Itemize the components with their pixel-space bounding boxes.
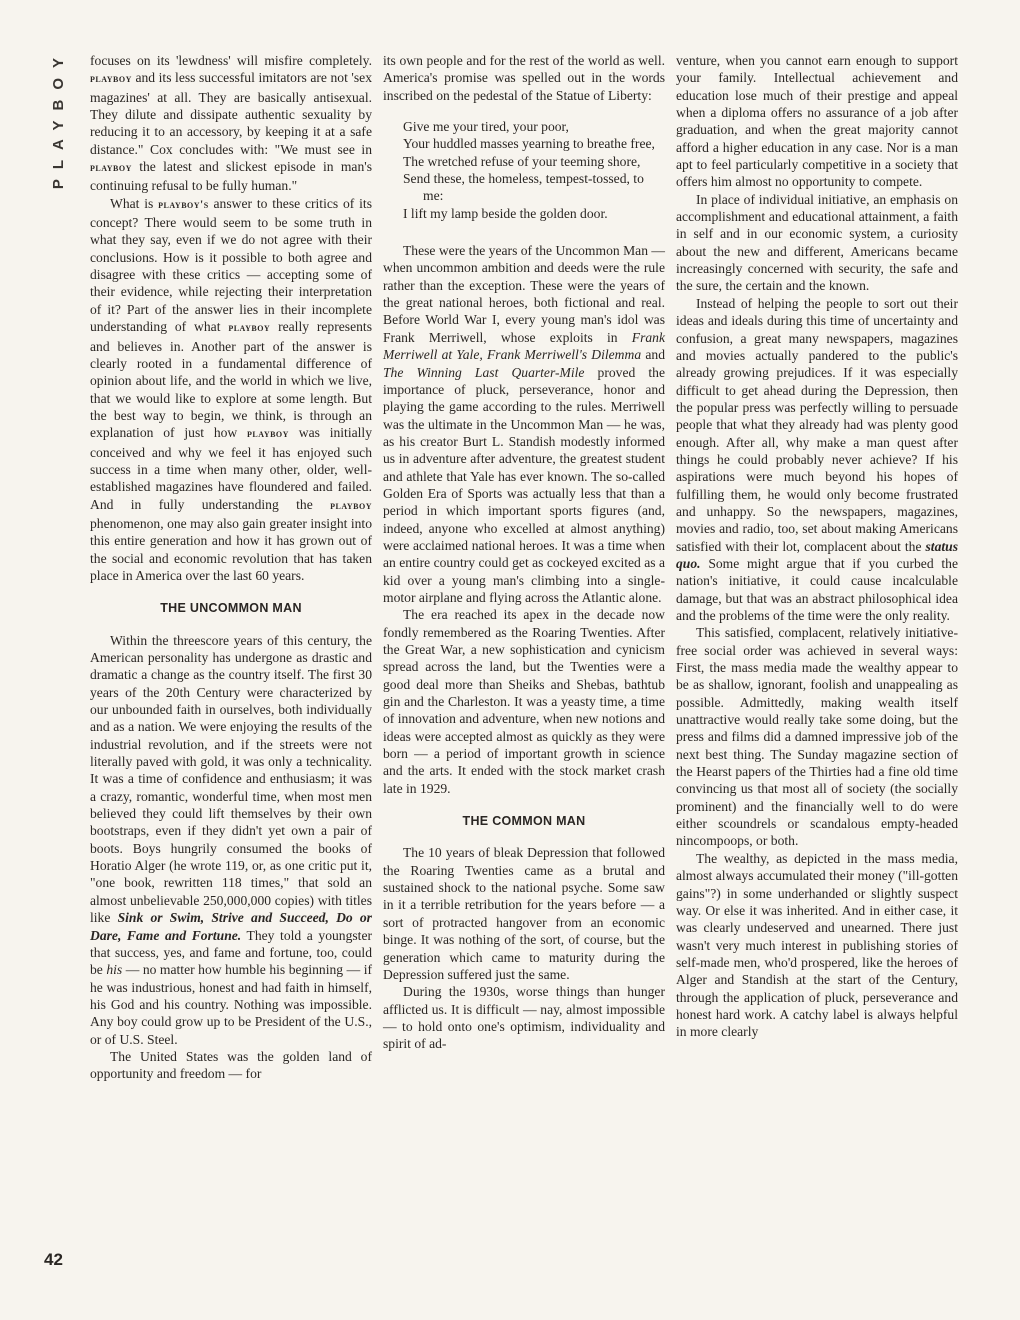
paragraph: its own people and for the rest of the world as well. America's promise was spelled out in the words inscribed on the pedestal of the Statue of Liberty:: [383, 53, 665, 103]
paragraph: venture, when you cannot earn enough to support your family. Intellectual achievement and education lose much of their prestige and appeal when a diploma offers no assurance of a job after graduation, and when the great majority cannot afford a higher education in any case. Nor is a man apt to feel particularly competitive in a society that offers him almost no opportunity to compete.: [676, 53, 958, 190]
paragraph: This satisfied, complacent, relatively initiative-free social order was achieved in several ways: First, the mass media made the wealthy appear to be as shallow, ignorant, foolish and unappealing as possible. Admittedly, making wealth itself unattractive would really take some doing, but the press and films did a damned impressive job of the next best thing. The Sunday magazine section of the Hearst papers of the Thirties had a fine old time convincing us that most all of society (the socially prominent) and the financially well to do were either scoundrels or scandalous empty-headed nincompoops, or both.: [676, 625, 958, 849]
paragraph: During the 1930s, worse things than hunger afflicted us. It is difficult — nay, almost impossible — to hold onto one's optimism, individuality and spirit of ad-: [383, 984, 665, 1052]
paragraph: Within the threescore years of this century, the American personality has undergone as drastic and dramatic a change as the country itself. The first 30 years of the 20th Century were characterized by our unbounded faith in ourselves, both individually and as a nation. We were enjoying the results of the industrial revolution, and if the streets were not literally paved with gold, it was only a technicality. It was a time of confidence and enthusiasm; it was a crazy, romantic, wonderful time, when most men believed they could lift themselves by their own bootstraps, even if they didn't yet own a pair of boots. Boys hungrily consumed the books of Horatio Alger (he wrote 119, or, as one critic put it, "one book, rewritten 118 times," that sold an almost unbelievable 250,000,000 copies) with titles like Sink or Swim, Strive and Succeed, Do or Dare, Fame and Fortune. They told a youngster that success, yes, and fame and fortune, too, could be his — no matter how humble his beginning — if he was industrious, honest and had faith in himself, his God and his country. Nothing was impossible. Any boy could grow up to be President of the U.S., or of U.S. Steel.: [90, 632, 373, 1047]
paragraph: Instead of helping the people to sort out their ideas and ideals during this time of uncertainty and confusion, a great many newspapers, magazines and movies actually pandered to the public's already growing prejudices. If it was especially difficult to get ahead during the Depression, then the popular press was perfectly willing to persuade people that what they already had was plenty good enough. After all, why make a man quest after things he could probably never achieve? If his aspirations were much beyond his hopes of fulfilling them, he would only become frustrated and unhappy. So the newspapers, magazines, movies and radio, too, set about making Americans satisfied with their lot, complacent about the status quo. Some might argue that if you curbed the nation's initiative, it could cause incalculable damage, but that was an abstract philosophical idea and the problems of the time were the only reality.: [676, 295, 958, 623]
poem-line: Your huddled masses yearning to breathe free,: [403, 136, 655, 152]
section-heading: THE UNCOMMON MAN: [160, 601, 302, 616]
column-1: [90, 52, 372, 1083]
paragraph: In place of individual initiative, an emphasis on accomplishment and educational attainment, a faith in self and in our economic system, a curiosity about the new and different, Americans became increasingly concerned with security, the safe and the sure, the certain and the known.: [676, 191, 958, 294]
poem-quote: [403, 118, 665, 222]
paragraph: The United States was the golden land of opportunity and freedom — for: [90, 1048, 372, 1082]
paragraph: These were the years of the Uncommon Man — when uncommon ambition and deeds were the rule rather than the exception. These were the years of the great national heroes, both fictional and real. Before World War I, every young man's idol was Frank Merriwell, whose exploits in Frank Merriwell at Yale, Frank Merriwell's Dilemma and The Winning Last Quarter-Mile proved the importance of pluck, perseverance, honor and playing the game according to the rules. Merriwell was the ultimate in the Uncommon Man — he was, as his creator Burt L. Standish modestly informed us in adventure after adventure, the greatest student and athlete that Yale has ever known. The so-called Golden Era of Sports was actually less that than a period in which important sports figures (and, indeed, anyone who excelled at almost anything) were acclaimed national heroes. It was a time when an entire country could get as cockeyed excited as a kid over a young man's climbing into a single-motor airplane and flying across the Atlantic alone.: [383, 243, 665, 605]
section-heading: THE COMMON MAN: [462, 814, 586, 829]
column-2: [383, 52, 665, 1053]
poem-line: I lift my lamp beside the golden door.: [403, 205, 608, 221]
column-3: [676, 52, 958, 1041]
paragraph: What is playboy's answer to these critics of its concept? There would seem to be some truth in what they say, even if we do not agree with their conclusions. How is it possible to both agree and disagree with these critics — accepting some of their evidence, while rejecting their interpretation of it? Part of the answer lies in their incomplete understanding of what playboy really represents and believes in. Another part of the answer is clearly rooted in a fundamental difference of opinion about life, and the world in which we live, that we would like to explore at some length. But the best way to begin, we think, is through an explanation of just how playboy was initially conceived and why we feel it has enjoyed such success in a time when many other, older, well-established magazines have floundered and failed. And in fully understanding the playboy phenomenon, one may also gain greater insight into this entire generation and how it has grown out of the social and economic revolution that has taken place in America over the last 60 years.: [90, 195, 372, 583]
magazine-name-vertical: PLAYBOY: [50, 48, 67, 190]
magazine-name-inline: playboy: [90, 73, 132, 86]
paragraph: The era reached its apex in the decade now fondly remembered as the Roaring Twenties. After the Great War, a new sophistication and cynicism spread across the land, but the Twenties were a good deal more than Sheiks and Shebas, bathtub gin and the Charleston. It was a yeasty time, a time of innovation and adventure, when new notions and ideas were accepted almost as quickly as they were born — a period of important growth in science and the arts. It ended with the stock market crash late in 1929.: [383, 607, 665, 796]
page-number: 42: [44, 1250, 63, 1269]
paragraph: The wealthy, as depicted in the mass media, almost always accumulated their money ("ill-gotten gains"?) in some underhanded or slightly suspect way. Or else it was inherited. And in either case, it was clearly undeserved and unearned. There just wasn't very much interest in publishing stories of self-made men, who'd prospered, like the heroes of Alger and Standish at the start of the Century, through the application of pluck, perseverance and honest hard work. A catchy label is always helpful in more clearly: [676, 850, 958, 1040]
paragraph: focuses on its 'lewdness' will misfire completely. playboy and its less successful imitators are not 'sex magazines' at all. They are basically antisexual. They dilute and dissipate authentic sexuality by reducing it to an accessory, by keeping it at a safe distance." Cox concludes with: "We must see in playboy the latest and slickest episode in man's continuing refusal to be fully human.": [90, 53, 372, 194]
poem-line: Send these, the homeless, tempest-tossed, to me:: [403, 171, 644, 204]
poem-line: The wretched refuse of your teeming shore,: [403, 153, 641, 169]
poem-line: Give me your tired, your poor,: [403, 119, 569, 135]
paragraph: The 10 years of bleak Depression that followed the Roaring Twenties came as a brutal and sustained shock to the national psyche. Some saw in it a terrible retribution for the years before — a sort of protracted hangover from an economic binge. It was nothing of the sort, of course, but the generation which came to maturity during the Depression suffered just the same.: [383, 845, 665, 982]
